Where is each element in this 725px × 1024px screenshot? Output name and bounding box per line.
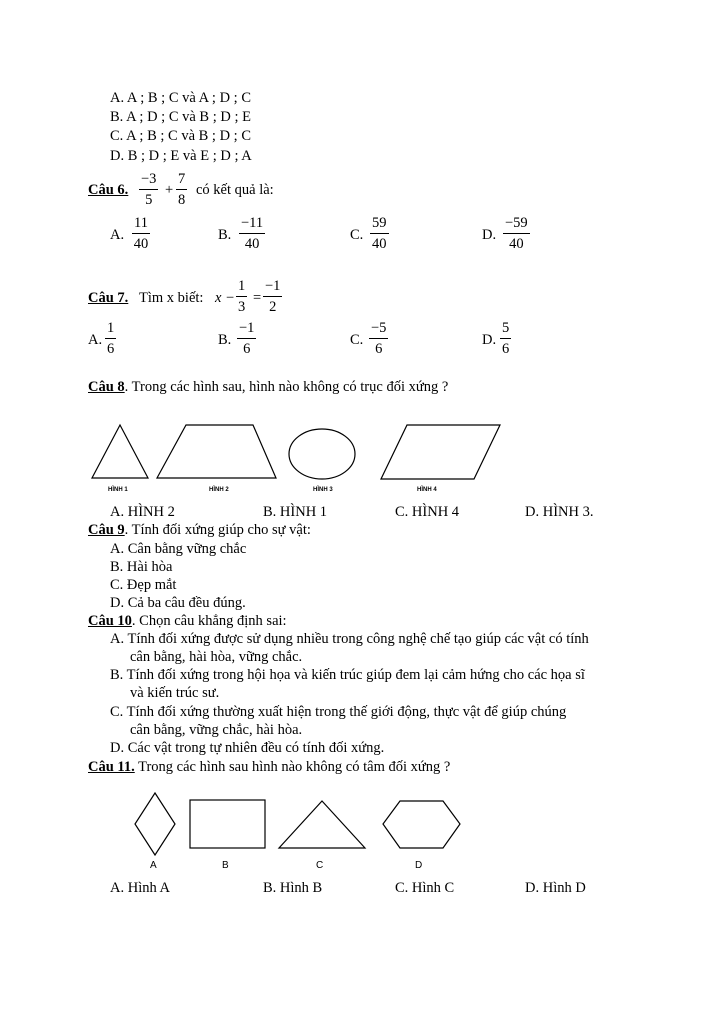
q6-option-c-letter: C.	[350, 227, 364, 243]
q6-option-c-num: 59	[370, 215, 389, 234]
q6-label: Câu 6.	[88, 182, 129, 198]
q11-prompt	[88, 759, 450, 775]
q6-option-a-den: 40	[133, 236, 149, 252]
q8-label: Câu 8	[88, 379, 125, 395]
q11-text: Trong các hình sau hình nào không có tâm đối xứng ?	[134, 759, 451, 775]
q9-text: . Tính đối xứng giúp cho sự vật:	[124, 522, 311, 538]
q6-option-d-letter: D.	[482, 227, 497, 243]
q7-frac2-den: 2	[269, 299, 277, 315]
q8-option-a: A. HÌNH 2	[110, 504, 175, 520]
q6-tail: có kết quả là:	[196, 182, 274, 198]
q7-option-d-letter: D.	[482, 332, 497, 348]
q6-option-a-num: 11	[132, 215, 150, 234]
q8-text: . Trong các hình sau, hình nào không có trục đối xứng ?	[124, 379, 449, 395]
q7-frac1-num: 1	[236, 278, 247, 297]
q6-frac1-num: −3	[139, 171, 158, 190]
q6-frac2-num: 7	[176, 171, 187, 190]
q10-option-c-cont: cân bằng, vững chắc, hài hòa.	[130, 722, 303, 738]
q10-label: Câu 10	[88, 613, 132, 629]
q6-option-c-den: 40	[372, 236, 387, 252]
q11-label: Câu 11.	[88, 759, 135, 775]
q6-option-b-num: −11	[239, 215, 265, 234]
q8-figure-3-label: HÌNH 3	[313, 487, 333, 493]
q9-prompt	[88, 522, 311, 538]
q11-figure-a-rhombus	[135, 793, 175, 855]
q7-option-c-letter: C.	[350, 332, 364, 348]
q11-option-b: B. Hình B	[263, 880, 323, 896]
q6-option-b-den: 40	[244, 236, 260, 252]
q8-option-b: B. HÌNH 1	[263, 504, 328, 520]
q8-figure-2-label: HÌNH 2	[209, 487, 229, 493]
q11-option-a: A. Hình A	[110, 880, 171, 896]
q8-figure-4-label: HÌNH 4	[417, 487, 437, 493]
q5-option-d: D. B ; D ; E và E ; D ; A	[110, 148, 252, 164]
q11-option-c: C. Hình C	[395, 880, 455, 896]
q8-figure-2-trapezoid	[157, 425, 276, 478]
q7-text: Tìm x biết:	[139, 290, 204, 306]
q9-option-d: D. Cả ba câu đều đúng.	[110, 595, 246, 611]
q6-frac2-den: 8	[178, 192, 186, 208]
q6-option-d-den: 40	[509, 236, 524, 252]
q7-equals: =	[253, 290, 262, 306]
q7-option-c-den: 6	[375, 341, 383, 357]
q10-prompt	[88, 613, 287, 629]
q10-option-d: D. Các vật trong tự nhiên đều có tính đối xứng.	[110, 740, 385, 756]
q7-option-a-letter: A.	[88, 332, 103, 348]
q5-option-b: B. A ; D ; C và B ; D ; E	[110, 109, 251, 125]
q5-option-a: A. A ; B ; C và A ; D ; C	[110, 90, 251, 106]
q10-option-a: A. Tính đối xứng được sử dụng nhiều trong công nghệ chế tạo giúp các vật có tính	[110, 631, 589, 647]
q9-option-b: B. Hài hòa	[110, 559, 173, 575]
q5-option-c: C. A ; B ; C và B ; D ; C	[110, 128, 251, 144]
q11-figure-d-label: D	[415, 860, 423, 871]
q8-option-d: D. HÌNH 3.	[525, 504, 594, 520]
q7-option-b-letter: B.	[218, 332, 232, 348]
q7-option-d-num: 5	[500, 320, 511, 339]
q7-option-c-num: −5	[369, 320, 388, 339]
q7-option-b-num: −1	[237, 320, 256, 339]
q9-option-c: C. Đẹp mắt	[110, 577, 177, 593]
q7-frac1-den: 3	[238, 299, 246, 315]
q10-option-b-cont: và kiến trúc sư.	[130, 685, 220, 701]
q7-minus: −	[226, 290, 235, 306]
q9-option-a: A. Cân bằng vững chắc	[110, 541, 247, 557]
q7-option-b-den: 6	[243, 341, 251, 357]
q8-figure-1-label: HÌNH 1	[108, 487, 128, 493]
q6-option-a-letter: A.	[110, 227, 125, 243]
q8-figure-1-triangle	[92, 425, 148, 478]
q7-variable-x: x	[215, 290, 222, 306]
q6-option-d-num: −59	[503, 215, 530, 234]
q7-label: Câu 7.	[88, 290, 129, 306]
q6-option-b-letter: B.	[218, 227, 232, 243]
q8-figure-3-ellipse	[289, 429, 355, 479]
q7-option-a-den: 6	[107, 341, 115, 357]
q6-frac1-den: 5	[145, 192, 153, 208]
q11-figure-b-label: B	[222, 860, 229, 871]
q7-option-d-den: 6	[502, 341, 510, 357]
q6-plus: +	[165, 182, 174, 198]
q9-label: Câu 9	[88, 522, 125, 538]
q10-option-a-cont: cân bằng, hài hòa, vững chắc.	[130, 649, 303, 665]
q10-text: . Chọn câu khẳng định sai:	[131, 613, 287, 629]
q8-figure-4-parallelogram	[381, 425, 500, 479]
q10-option-c: C. Tính đối xứng thường xuất hiện trong thế giới động, thực vật để giúp chúng	[110, 704, 567, 720]
q7-option-a-num: 1	[105, 320, 116, 339]
q8-option-c: C. HÌNH 4	[395, 504, 460, 520]
q11-figure-c-label: C	[316, 860, 324, 871]
q10-option-b: B. Tính đối xứng trong hội họa và kiến trúc giúp đem lại cảm hứng cho các họa sĩ	[110, 667, 585, 683]
q11-figure-c-triangle	[279, 801, 365, 848]
q11-figure-b-rectangle	[190, 800, 265, 848]
q11-option-d: D. Hình D	[525, 880, 586, 896]
q7-frac2-num: −1	[263, 278, 282, 297]
q11-figure-d-hexagon	[383, 801, 460, 848]
q11-figure-a-label: A	[150, 860, 157, 871]
